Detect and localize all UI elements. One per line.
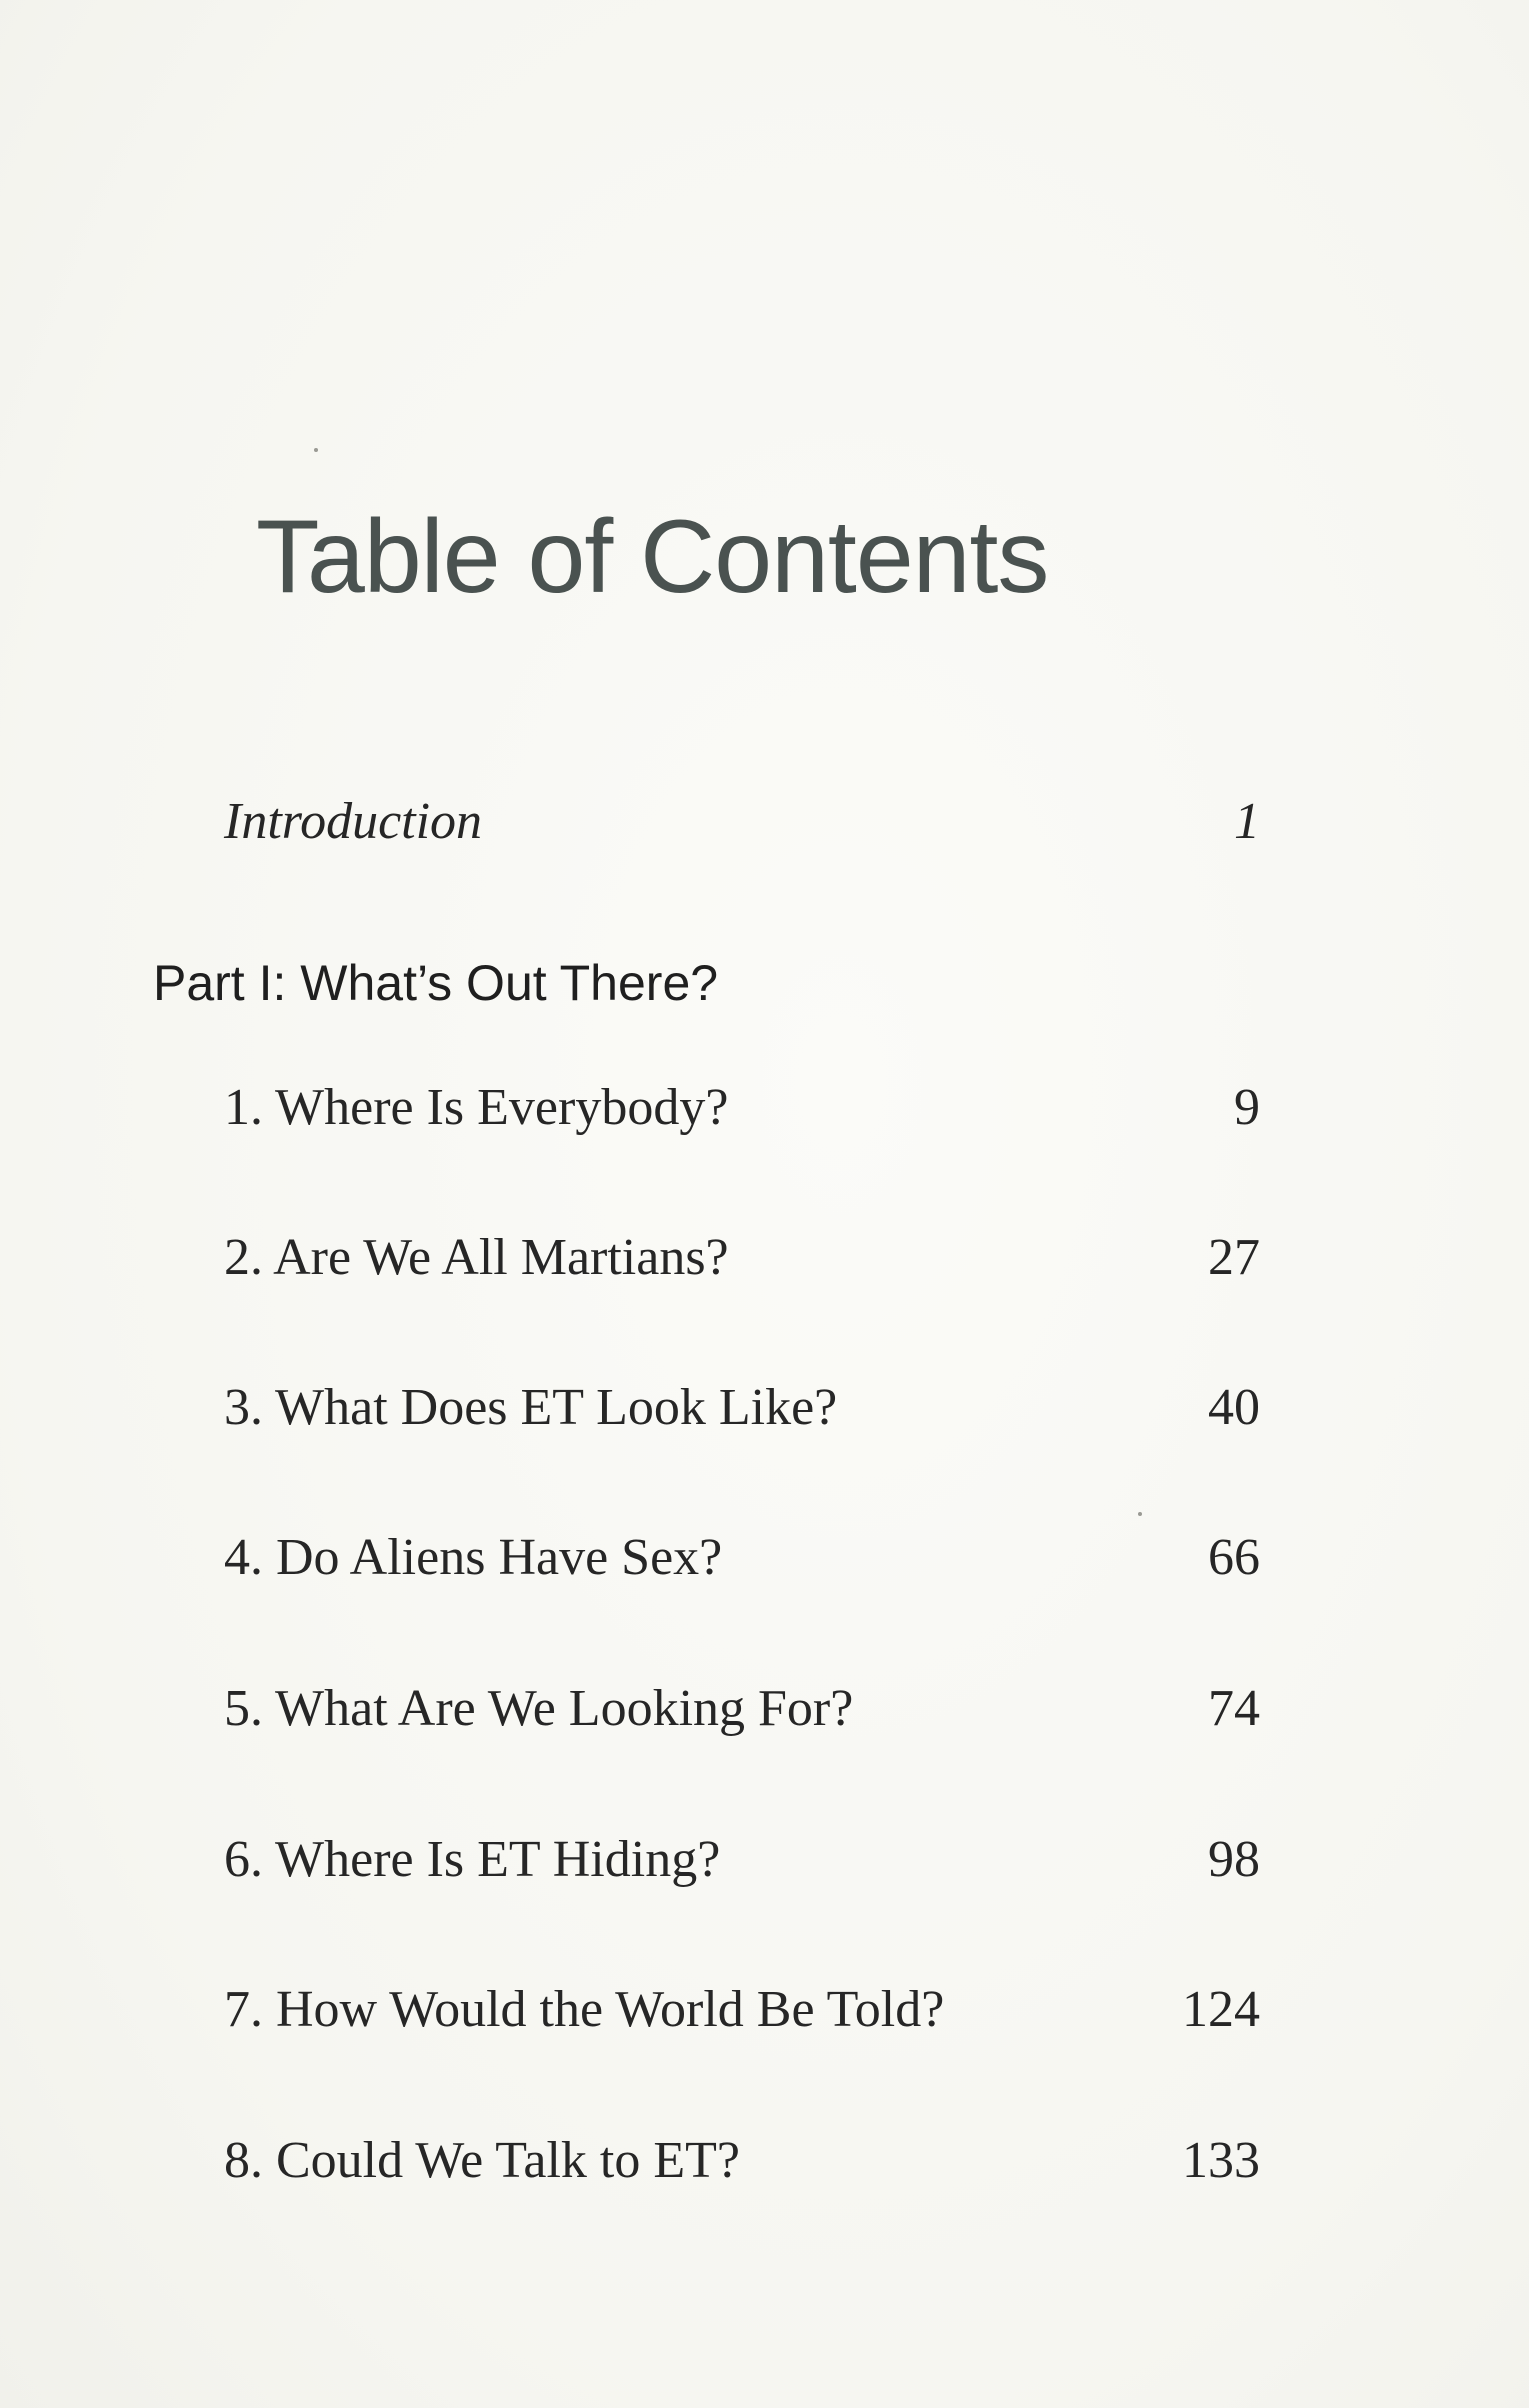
entry-label: 2. Are We All Martians? (224, 1229, 729, 1286)
entry-label: 1. Where Is Everybody? (224, 1079, 729, 1136)
entry-page-number: 66 (1208, 1529, 1260, 1586)
toc-entry-chapter-4[interactable] (224, 1528, 1260, 1598)
entry-page-number: 9 (1234, 1079, 1260, 1136)
part-heading: Part I: What’s Out There? (153, 955, 719, 1011)
toc-entry-chapter-2[interactable] (224, 1228, 1260, 1298)
entry-label: 3. What Does ET Look Like? (224, 1379, 838, 1436)
entry-page-number: 124 (1182, 1981, 1260, 2038)
entry-label: 5. What Are We Looking For? (224, 1680, 854, 1737)
toc-entry-chapter-5[interactable] (224, 1679, 1260, 1749)
toc-entry-chapter-6[interactable] (224, 1830, 1260, 1900)
entry-label: 7. How Would the World Be Told? (224, 1981, 945, 2038)
entry-page-number: 27 (1208, 1229, 1260, 1286)
toc-entry-chapter-1[interactable] (224, 1078, 1260, 1148)
entry-page-number: 74 (1208, 1680, 1260, 1737)
paper-speck (314, 448, 318, 452)
page-title: Table of Contents (256, 499, 1049, 615)
paper-speck (1138, 1512, 1142, 1516)
toc-entry-introduction[interactable] (224, 792, 1260, 862)
entry-label: 8. Could We Talk to ET? (224, 2132, 740, 2189)
entry-label: 4. Do Aliens Have Sex? (224, 1529, 723, 1586)
entry-page-number: 133 (1182, 2132, 1260, 2189)
entry-page-number: 40 (1208, 1379, 1260, 1436)
toc-entry-chapter-8[interactable] (224, 2131, 1260, 2201)
entry-page-number: 98 (1208, 1831, 1260, 1888)
toc-entry-chapter-7[interactable] (224, 1980, 1260, 2050)
toc-entry-chapter-3[interactable] (224, 1378, 1260, 1448)
entry-label: 6. Where Is ET Hiding? (224, 1831, 721, 1888)
entry-page-number: 1 (1234, 793, 1260, 850)
entry-label: Introduction (224, 793, 483, 850)
